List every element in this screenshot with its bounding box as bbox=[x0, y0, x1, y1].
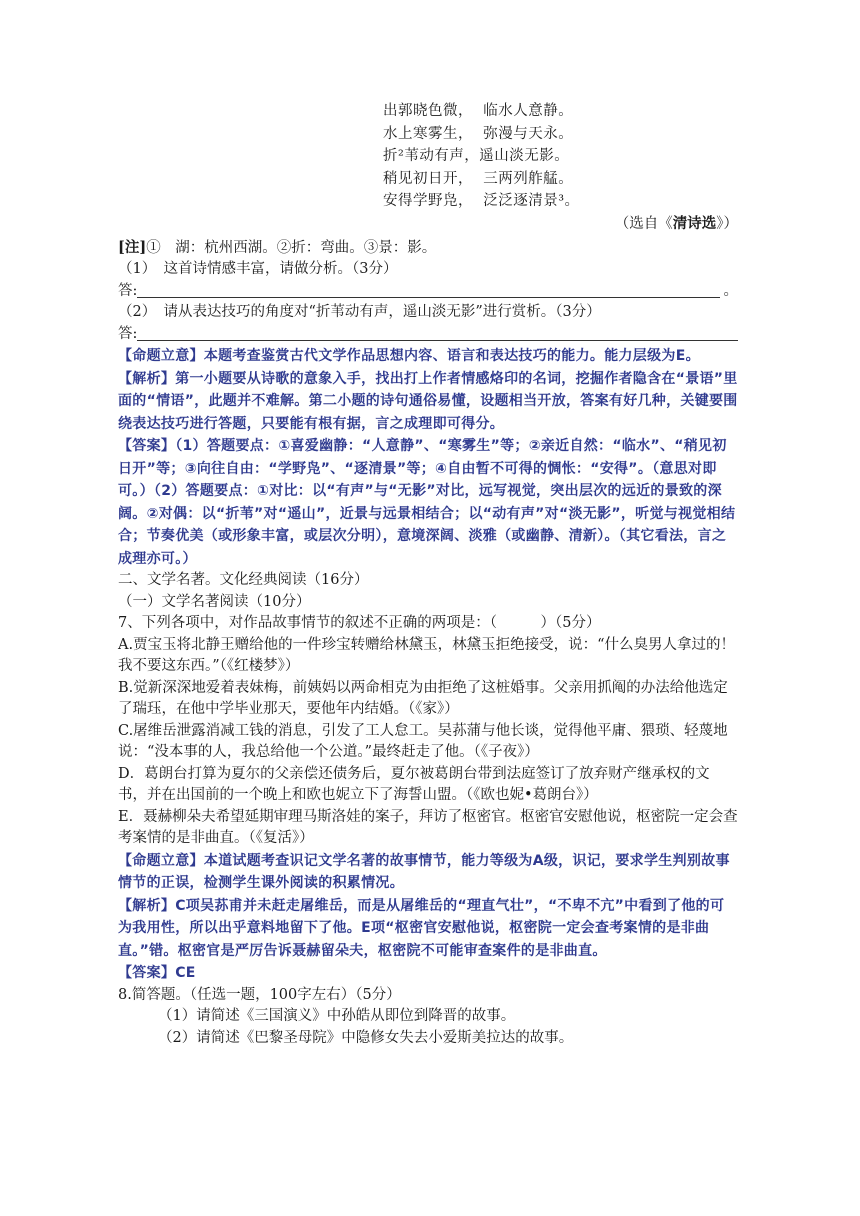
poem-notes: [注]① 湖：杭州西湖。②折：弯曲。③景：影。 bbox=[118, 238, 437, 256]
intent-block: 【命题立意】本题考查鉴赏古代文学作品思想内容、语言和表达技巧的能力。能力层级为E。 bbox=[118, 348, 700, 364]
option-a: A.贾宝玉将北静王赠给他的一件珍宝转赠给林黛玉，林黛玉拒绝接受，说：“什么臭男人拿过的！我不要这东西。”（《红楼梦》） bbox=[118, 636, 735, 674]
analysis-block-2: 【解析】C项吴荪甫并未赶走屠维岳，而是从屠维岳的“理直气壮”，“不卑不亢”中看到了他的可为我用性，所以出乎意料地留下了他。E项“枢密官安慰他说，枢密院一定会查考案情的是非曲直。”错。枢密官是严厉告诉聂赫留朵夫，枢密院不可能审查案件的是非曲直。 bbox=[118, 897, 725, 959]
exam-page bbox=[118, 100, 738, 1049]
intent-block-2: 【命题立意】本道试题考查识记文学名著的故事情节，能力等级为A级，识记，要求学生判别故事情节的正误，检测学生课外阅读的积累情况。 bbox=[118, 852, 730, 891]
section-2-1-title: （一）文学名著阅读（10分） bbox=[118, 593, 311, 610]
answer-block-2: 【答案】CE bbox=[118, 965, 196, 981]
question-8-1: （1）请简述《三国演义》中孙皓从即位到降晋的故事。 bbox=[158, 1008, 516, 1024]
poem-line: 出郭晓色微， 临水人意静。 bbox=[383, 103, 574, 119]
poem bbox=[383, 100, 738, 213]
analysis-block: 【解析】第一小题要从诗歌的意象入手，找出打上作者情感烙印的名词，挖掘作者隐含在“景语”里面的“情语”，此题并不难解。第二小题的诗句通俗易懂，设题相当开放，答案有好几种，关键要围绕表达技巧进行答题，只要能有根有据，言之成理即可得分。 bbox=[118, 370, 738, 432]
option-c: C.屠维岳泄露消减工钱的消息，引发了工人怠工。吴荪蒲与他长谈，觉得他平庸、猥琐、轻蔑地说：“没本事的人，我总给他一个公道。”最终赶走了他。（《子夜》） bbox=[118, 722, 728, 760]
question-1: （1） 这首诗情感丰富，请做分析。（3分） bbox=[118, 261, 398, 277]
answer-block: 【答案】（1）答题要点：①喜爱幽静：“人意静”、“寒雾生”等；②亲近自然：“临水”、“稍见初日开”等；③向往自由：“学野凫”、“逐清景”等；④自由暂不可得的惆怅：“安得”。（意思对即可。）（2）答题要点：①对比：以“有声”与“无影”对比，远写视觉，突出层次的远近的景致的深阔。②对偶：以“折苇”对“遥山”，近景与远景相结合；以“动有声”对“淡无影”，听觉与视觉相结合；节奏优美（或形象丰富，或层次分明），意境深阔、淡雅（或幽静、清新）。（其它看法，言之成理亦可。） bbox=[118, 438, 736, 567]
poem-line: 水上寒雾生， 弥漫与天永。 bbox=[383, 125, 574, 142]
question-2: （2） 请从表达技巧的角度对“折苇动有声，遥山淡无影”进行赏析。（3分） bbox=[118, 304, 601, 320]
poem-line: 稍见初日开， 三两列舴艋。 bbox=[383, 170, 574, 187]
poem-source: （选自《清诗选》） bbox=[614, 214, 738, 232]
question-7: 7、下列各项中，对作品故事情节的叙述不正确的两项是：（ ）（5分） bbox=[118, 615, 601, 631]
section-2-title: 二、文学名著。文化经典阅读（16分） bbox=[118, 572, 369, 588]
option-d: D．葛朗台打算为夏尔的父亲偿还债务后，夏尔被葛朗台带到法庭签订了放弃财产继承权的文书，并在出国前的一个晚上和欧也妮立下了海誓山盟。（《欧也妮•葛朗台》） bbox=[118, 765, 710, 803]
question-8: 8.简答题。（任选一题，100字左右）（5分） bbox=[118, 986, 401, 1003]
poem-line: 折²苇动有声，遥山淡无影。 bbox=[383, 148, 570, 164]
option-e: E．聂赫柳朵夫希望延期审理马斯洛娃的案子，拜访了枢密官。枢密官安慰他说，枢密院一定会查考案情的是非曲直。（《复活》） bbox=[118, 808, 738, 846]
question-8-2: （2）请简述《巴黎圣母院》中隐修女失去小爱斯美拉达的故事。 bbox=[158, 1029, 574, 1046]
poem-line: 安得学野凫， 泛泛逐清景³。 bbox=[383, 193, 580, 209]
answer-line-2[interactable]: 答: bbox=[118, 324, 738, 346]
answer-line-1[interactable]: 答: 。 bbox=[118, 282, 738, 299]
option-b: B.觉新深深地爱着表妹梅，前姨妈以两命相克为由拒绝了这桩婚事。父亲用抓阄的办法给他选定了瑞珏，在他中学毕业那天，要他年内结婚。（《家》） bbox=[118, 679, 728, 717]
